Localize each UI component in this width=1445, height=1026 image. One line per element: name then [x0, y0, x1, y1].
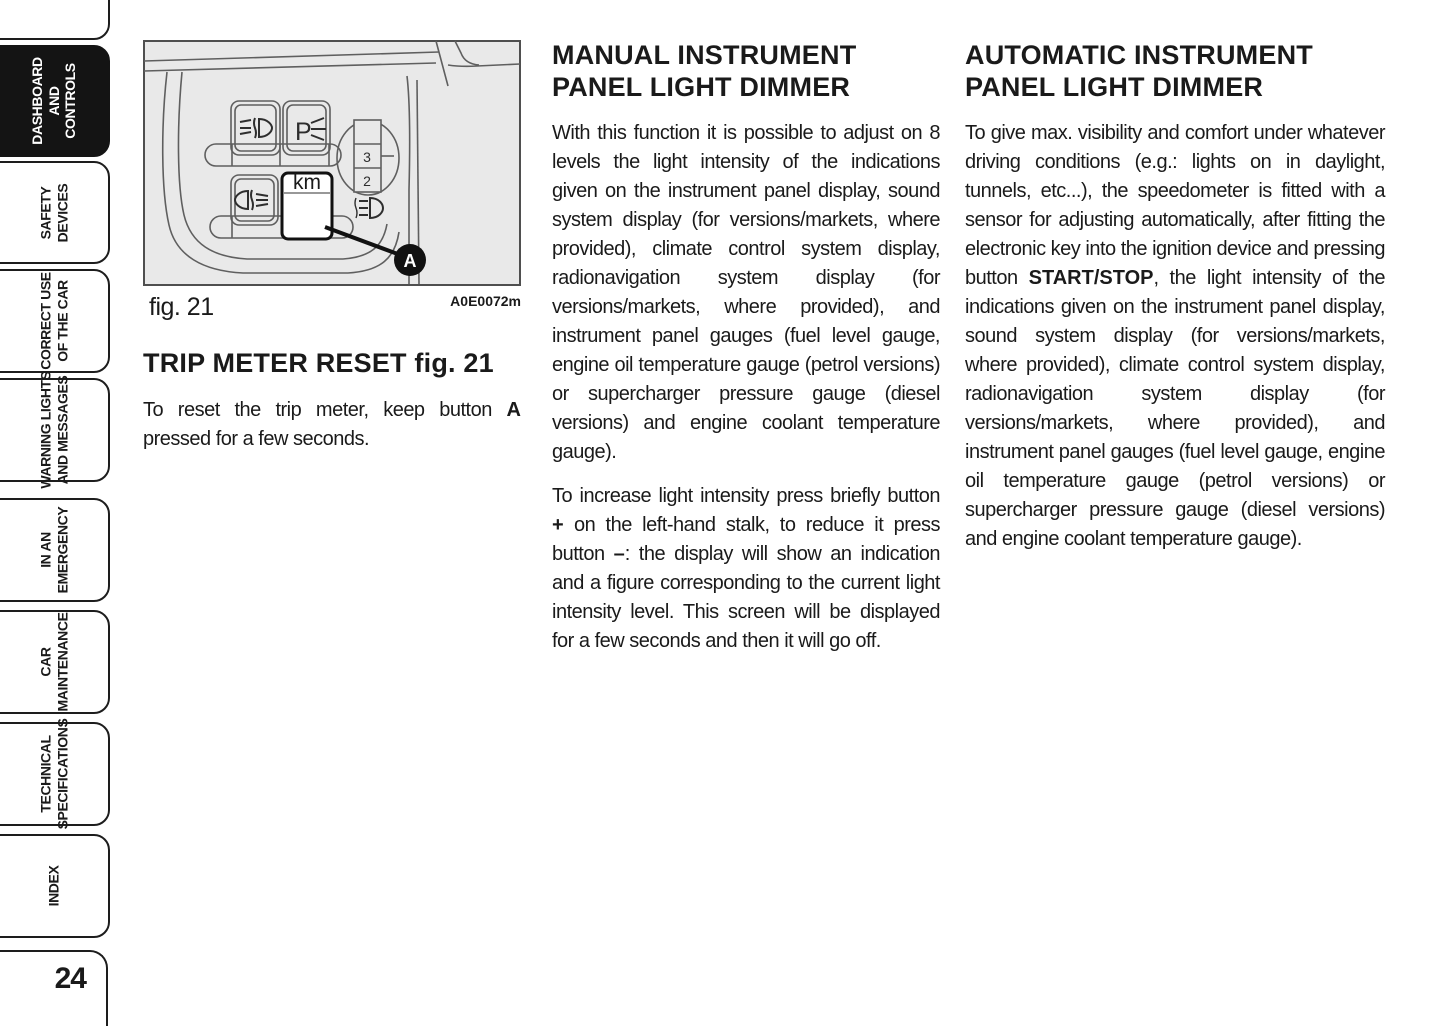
sidebar-item-correct-use-of-the-car[interactable] — [0, 269, 110, 373]
sidebar-item-safety-devices[interactable] — [0, 161, 110, 264]
tab-previous-section-partial[interactable] — [0, 0, 110, 40]
figure-21 — [143, 40, 521, 322]
tab-label: IN AN EMERGENCY — [37, 506, 70, 594]
sidebar-item-warning-lights-and-messages[interactable] — [0, 371, 110, 489]
page-number: 24 — [54, 962, 86, 995]
figure-code: A0E0072m — [450, 293, 521, 309]
automatic-dimmer-paragraph: To give max. visibility and comfort under whatever driving conditions (e.g.: lights on in daylight, tunnels, etc...), the speedometer is fitted with a sensor for adjusting automatically, after fitting the electronic key into the ignition device and pressing button START/STOP, the light intensity of the indications given on the instrument panel display, sound system display (for versions/markets, where provided), climate control system display, radionavigation system display (for versions/markets, where provided), and instrument panel gauges (fuel level gauge, engine oil temperature gauge (petrol versions) or supercharger pressure gauge (diesel versions) and engine coolant temperature gauge). — [965, 122, 1385, 551]
manual-dimmer-paragraph-2: To increase light intensity press briefly button + on the left-hand stalk, to reduce it press button –: the display will show an indication and a figure corresponding to the current light intensity level. This screen will be displayed for a few seconds and then it will go off. — [552, 485, 940, 653]
trip-meter-reset-section — [143, 348, 521, 454]
section-tab-sidebar — [0, 0, 118, 1026]
sidebar-item-car-maintenance[interactable] — [0, 610, 110, 714]
sidebar-item-index[interactable] — [0, 834, 110, 938]
sidebar-item-in-an-emergency[interactable] — [0, 498, 110, 602]
tab-label: CORRECT USE OF THE CAR — [37, 272, 70, 370]
manual-dimmer-paragraph-1: With this function it is possible to adjust on 8 levels the light intensity of the indications given on the instrument panel display, sound system display (for versions/markets, where provided), climate control system display, radionavigation system display (for versions/markets, where provided), and instrument panel gauges (fuel level gauge, engine oil temperature gauge (petrol versions) or supercharger pressure gauge (diesel versions) and engine coolant temperature gauge). — [552, 122, 940, 464]
tab-label: TECHNICAL SPECIFICATIONS — [37, 718, 70, 830]
page-number-tab — [0, 950, 108, 1026]
automatic-dimmer-section — [965, 40, 1385, 569]
tab-label: INDEX — [45, 865, 62, 907]
tab-label: CAR MAINTENANCE — [37, 612, 70, 712]
dial-position-3: 3 — [363, 149, 371, 165]
page-content — [118, 0, 1445, 1026]
figure-caption: fig. 21 — [149, 293, 214, 321]
figure-frame — [144, 41, 520, 285]
trip-meter-reset-paragraph: To reset the trip meter, keep button A pressed for a few seconds. — [143, 398, 521, 450]
tab-label: DASHBOARD AND CONTROLS — [29, 57, 79, 145]
tab-label: SAFETY DEVICES — [37, 183, 70, 242]
column-figure — [143, 40, 521, 469]
automatic-dimmer-title: AUTOMATIC INSTRUMENT PANEL LIGHT DIMMER — [965, 40, 1313, 102]
callout-a-label: A — [403, 251, 417, 271]
sidebar-item-technical-specifications[interactable] — [0, 718, 110, 830]
tab-label: WARNING LIGHTS AND MESSAGES — [37, 371, 70, 489]
manual-dimmer-section — [552, 40, 940, 671]
trip-meter-reset-title: TRIP METER RESET fig. 21 — [143, 348, 494, 378]
sidebar-item-dashboard-and-controls[interactable] — [0, 45, 110, 157]
dashboard-controls-illustration — [143, 40, 521, 286]
km-button-label: km — [293, 171, 321, 194]
parking-light-letter: P — [295, 118, 312, 146]
dial-position-2: 2 — [363, 173, 371, 189]
manual-dimmer-title: MANUAL INSTRUMENT PANEL LIGHT DIMMER — [552, 40, 857, 102]
